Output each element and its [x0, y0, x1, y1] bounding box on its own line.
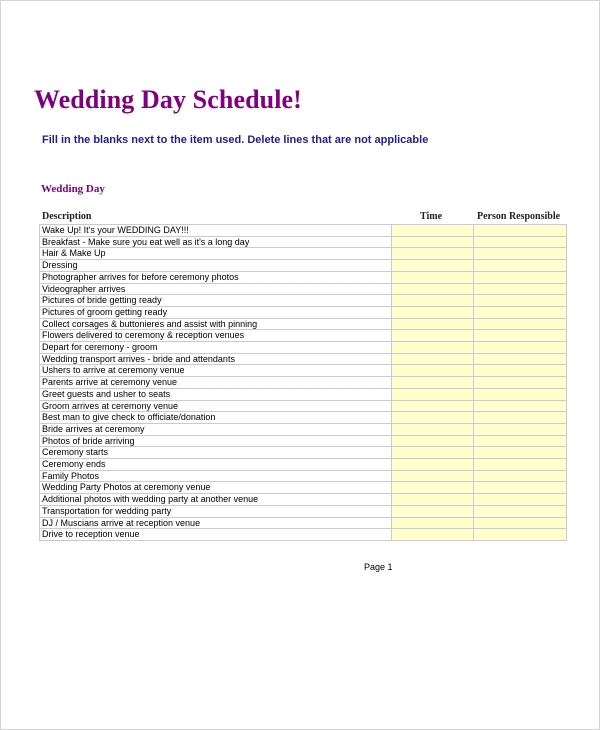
- person-responsible-input-cell[interactable]: [474, 400, 567, 412]
- table-row: [40, 283, 567, 295]
- time-input-cell[interactable]: [392, 505, 474, 517]
- row-description: Dressing: [40, 260, 392, 272]
- time-input-cell[interactable]: [392, 330, 474, 342]
- row-description: Ceremony starts: [40, 447, 392, 459]
- row-description: Breakfast - Make sure you eat well as it's a long day: [40, 236, 392, 248]
- table-row: [40, 330, 567, 342]
- time-input-cell[interactable]: [392, 400, 474, 412]
- time-input-cell[interactable]: [392, 482, 474, 494]
- column-header-description: Description: [42, 211, 92, 222]
- row-description: Groom arrives at ceremony venue: [40, 400, 392, 412]
- column-header-person: Person Responsible: [477, 211, 561, 222]
- row-description: Wedding Party Photos at ceremony venue: [40, 482, 392, 494]
- time-input-cell[interactable]: [392, 423, 474, 435]
- time-input-cell[interactable]: [392, 459, 474, 471]
- time-input-cell[interactable]: [392, 236, 474, 248]
- time-input-cell[interactable]: [392, 295, 474, 307]
- row-description: Collect corsages & buttonieres and assist with pinning: [40, 318, 392, 330]
- person-responsible-input-cell[interactable]: [474, 435, 567, 447]
- row-description: DJ / Muscians arrive at reception venue: [40, 517, 392, 529]
- person-responsible-input-cell[interactable]: [474, 388, 567, 400]
- person-responsible-input-cell[interactable]: [474, 225, 567, 237]
- table-row: [40, 412, 567, 424]
- table-row: [40, 236, 567, 248]
- table-row: [40, 517, 567, 529]
- table-row: [40, 377, 567, 389]
- time-input-cell[interactable]: [392, 388, 474, 400]
- person-responsible-input-cell[interactable]: [474, 330, 567, 342]
- table-row: [40, 529, 567, 541]
- person-responsible-input-cell[interactable]: [474, 517, 567, 529]
- section-title: Wedding Day: [41, 183, 105, 195]
- person-responsible-input-cell[interactable]: [474, 505, 567, 517]
- table-row: [40, 470, 567, 482]
- table-row: [40, 318, 567, 330]
- person-responsible-input-cell[interactable]: [474, 306, 567, 318]
- person-responsible-input-cell[interactable]: [474, 447, 567, 459]
- person-responsible-input-cell[interactable]: [474, 423, 567, 435]
- time-input-cell[interactable]: [392, 447, 474, 459]
- person-responsible-input-cell[interactable]: [474, 342, 567, 354]
- table-row: [40, 248, 567, 260]
- column-header-time: Time: [420, 211, 443, 222]
- time-input-cell[interactable]: [392, 318, 474, 330]
- row-description: Photos of bride arriving: [40, 435, 392, 447]
- time-input-cell[interactable]: [392, 283, 474, 295]
- person-responsible-input-cell[interactable]: [474, 295, 567, 307]
- time-input-cell[interactable]: [392, 225, 474, 237]
- table-row: [40, 447, 567, 459]
- table-row: [40, 365, 567, 377]
- row-description: Transportation for wedding party: [40, 505, 392, 517]
- schedule-table: [39, 224, 567, 541]
- time-input-cell[interactable]: [392, 342, 474, 354]
- time-input-cell[interactable]: [392, 248, 474, 260]
- person-responsible-input-cell[interactable]: [474, 470, 567, 482]
- page-number: Page 1: [364, 562, 393, 572]
- person-responsible-input-cell[interactable]: [474, 318, 567, 330]
- row-description: Hair & Make Up: [40, 248, 392, 260]
- table-row: [40, 482, 567, 494]
- row-description: Pictures of groom getting ready: [40, 306, 392, 318]
- person-responsible-input-cell[interactable]: [474, 365, 567, 377]
- person-responsible-input-cell[interactable]: [474, 271, 567, 283]
- row-description: Greet guests and usher to seats: [40, 388, 392, 400]
- table-row: [40, 342, 567, 354]
- time-input-cell[interactable]: [392, 470, 474, 482]
- document-title: Wedding Day Schedule!: [34, 85, 302, 114]
- person-responsible-input-cell[interactable]: [474, 283, 567, 295]
- table-row: [40, 435, 567, 447]
- table-row: [40, 423, 567, 435]
- time-input-cell[interactable]: [392, 306, 474, 318]
- table-row: [40, 295, 567, 307]
- time-input-cell[interactable]: [392, 494, 474, 506]
- time-input-cell[interactable]: [392, 435, 474, 447]
- row-description: Photographer arrives for before ceremony photos: [40, 271, 392, 283]
- row-description: Additional photos with wedding party at another venue: [40, 494, 392, 506]
- person-responsible-input-cell[interactable]: [474, 353, 567, 365]
- time-input-cell[interactable]: [392, 260, 474, 272]
- schedule-table-body: [40, 225, 567, 541]
- time-input-cell[interactable]: [392, 365, 474, 377]
- person-responsible-input-cell[interactable]: [474, 248, 567, 260]
- table-row: [40, 459, 567, 471]
- row-description: Videographer arrives: [40, 283, 392, 295]
- table-row: [40, 388, 567, 400]
- time-input-cell[interactable]: [392, 529, 474, 541]
- person-responsible-input-cell[interactable]: [474, 412, 567, 424]
- instructions-text: Fill in the blanks next to the item used. Delete lines that are not applicable: [42, 134, 429, 146]
- table-row: [40, 400, 567, 412]
- row-description: Best man to give check to officiate/donation: [40, 412, 392, 424]
- time-input-cell[interactable]: [392, 353, 474, 365]
- row-description: Drive to reception venue: [40, 529, 392, 541]
- table-row: [40, 505, 567, 517]
- row-description: Wake Up! It's your WEDDING DAY!!!: [40, 225, 392, 237]
- table-row: [40, 494, 567, 506]
- person-responsible-input-cell[interactable]: [474, 494, 567, 506]
- person-responsible-input-cell[interactable]: [474, 260, 567, 272]
- table-row: [40, 260, 567, 272]
- table-row: [40, 353, 567, 365]
- row-description: Wedding transport arrives - bride and attendants: [40, 353, 392, 365]
- table-row: [40, 225, 567, 237]
- row-description: Ushers to arrive at ceremony venue: [40, 365, 392, 377]
- time-input-cell[interactable]: [392, 412, 474, 424]
- person-responsible-input-cell[interactable]: [474, 529, 567, 541]
- table-row: [40, 306, 567, 318]
- row-description: Bride arrives at ceremony: [40, 423, 392, 435]
- row-description: Pictures of bride getting ready: [40, 295, 392, 307]
- row-description: Parents arrive at ceremony venue: [40, 377, 392, 389]
- row-description: Depart for ceremony - groom: [40, 342, 392, 354]
- time-input-cell[interactable]: [392, 271, 474, 283]
- table-row: [40, 271, 567, 283]
- person-responsible-input-cell[interactable]: [474, 377, 567, 389]
- row-description: Flowers delivered to ceremony & reception venues: [40, 330, 392, 342]
- person-responsible-input-cell[interactable]: [474, 482, 567, 494]
- time-input-cell[interactable]: [392, 517, 474, 529]
- row-description: Ceremony ends: [40, 459, 392, 471]
- time-input-cell[interactable]: [392, 377, 474, 389]
- person-responsible-input-cell[interactable]: [474, 236, 567, 248]
- person-responsible-input-cell[interactable]: [474, 459, 567, 471]
- row-description: Family Photos: [40, 470, 392, 482]
